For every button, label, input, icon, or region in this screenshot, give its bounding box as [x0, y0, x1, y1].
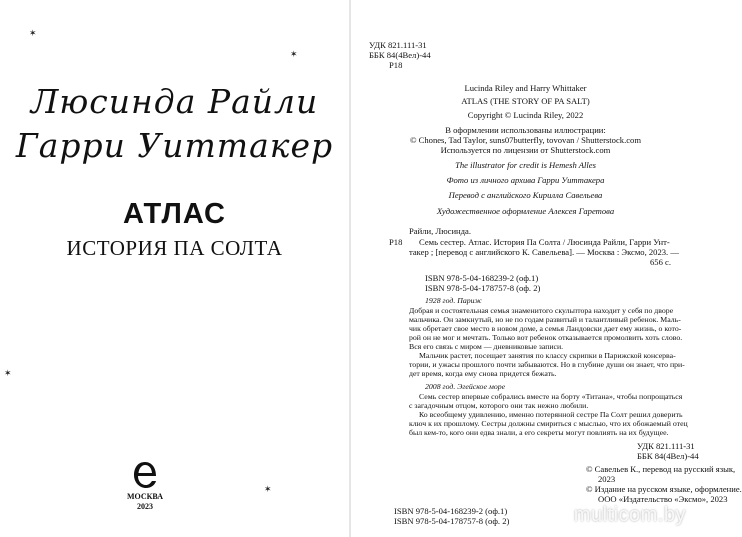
watermark: multicom.by [573, 504, 686, 526]
annotation-line: мальчика. Он замкнутый, но не по годам развитый и талантливый ребенок. Маль- [409, 315, 681, 324]
bibliographic-code: Р18 [389, 237, 403, 247]
author-name-1: Люсинда Райли [30, 82, 319, 121]
annotation-line: был кем-то, кого они едва знали, а его секреты могут повлиять на их будущее. [409, 428, 669, 437]
book-subtitle: ИСТОРИЯ ПА СОЛТА [66, 236, 283, 260]
isbn-bottom-2: ISBN 978-5-04-178757-8 (оф. 2) [394, 516, 510, 526]
star-decoration: ✶ [29, 29, 37, 39]
translation-credit: Перевод с английского Кирилла Савельева [448, 190, 603, 200]
annotation-line: ключ к их прошлому. Сестры должны смириться с мыслью, что их обожаемый отец [409, 419, 688, 428]
copyright-translation-year: 2023 [598, 474, 616, 484]
copyright-edition: © Издание на русском языке, оформление. [586, 484, 742, 494]
left-page [0, 0, 349, 537]
annotation-line: тории, и ужасы прошлого почти забываются. Но в глубине души он знает, что при- [409, 360, 685, 369]
bbk-code-bottom: ББК 84(4Вел)-44 [637, 451, 699, 461]
right-page [351, 0, 742, 537]
annotation-line: Ко всеобщему удивлению, именно потерянной сестре Па Солт решил доверить [419, 410, 683, 419]
illustrations-credits: © Chones, Tad Taylor, suns07butterfly, tovovan / Shutterstock.com [409, 135, 642, 145]
bibliographic-author: Райли, Люсинда. [409, 226, 471, 236]
annotation-line: Семь сестер впервые собрались вместе на борту «Титана», чтобы попрощаться [419, 392, 683, 401]
publication-year: 2023 [137, 502, 153, 511]
annotation-heading-2: 2008 год. Эгейское море [425, 382, 506, 391]
book-title: АТЛАС [122, 198, 226, 230]
annotation-line: дет время, когда ему снова придется бежать. [409, 369, 557, 378]
annotation-line: Вся его связь с миром — дневниковые записи. [409, 342, 564, 351]
photo-credit: Фото из личного архива Гарри Уиттакера [446, 175, 605, 185]
publisher-city [90, 492, 200, 512]
illustrations-heading: В оформлении использованы иллюстрации: [445, 125, 606, 135]
bbk-code-top: ББК 84(4Вел)-44 [369, 50, 431, 60]
annotation-line: чик обретает свое место в новом доме, а семья Ландовски дает ему жизнь, о кото- [409, 324, 682, 333]
annotation-line: с загадочным отцом, которого они так нежно любили. [409, 401, 589, 410]
isbn-line-1: ISBN 978-5-04-168239-2 (оф.1) [425, 273, 539, 283]
annotation-line: Добрая и состоятельная семья знаменитого скульптора находит у себя по дворе [409, 306, 674, 315]
city-name: МОСКВА [126, 492, 164, 501]
annotation-heading-1: 1928 год. Париж [425, 296, 482, 305]
original-authors: Lucinda Riley and Harry Whittaker [464, 83, 587, 93]
udk-code-bottom: УДК 821.111-31 [637, 441, 695, 451]
design-credit: Художественное оформление Алексея Гаретова [436, 206, 615, 216]
star-decoration: ✶ [290, 50, 298, 60]
isbn-line-2: ISBN 978-5-04-178757-8 (оф. 2) [425, 283, 541, 293]
author-code-top: Р18 [389, 60, 403, 70]
bibliographic-line-1: Семь сестер. Атлас. История Па Солта / Люсинда Райли, Гарри Унт- [419, 237, 670, 247]
copyright-line: Copyright © Lucinda Riley, 2022 [467, 110, 584, 120]
isbn-bottom-1: ISBN 978-5-04-168239-2 (оф.1) [394, 506, 508, 516]
annotation-line: Мальчик растет, посещает занятия по классу скрипки в Парижской консерва- [419, 351, 676, 360]
bibliographic-line-2: такер ; [перевод с английского К. Савельева]. — Москва : Эксмо, 2023. — [409, 247, 679, 257]
original-title: ATLAS (THE STORY OF PA SALT) [461, 96, 590, 106]
star-decoration: ✶ [4, 369, 12, 379]
publisher-logo-icon [132, 460, 158, 490]
author-name-2: Гарри Уиттакер [15, 126, 334, 165]
annotation-line: рой он не мог и мечтать. Только вот ребенок отказывается промолвить хоть слово. [409, 333, 683, 342]
udk-code-top: УДК 821.111-31 [369, 40, 427, 50]
illustrations-license: Используется по лицензии от Shutterstock.com [440, 145, 611, 155]
copyright-publisher: ООО «Издательство «Эксмо», 2023 [598, 494, 728, 504]
star-decoration: ✶ [264, 485, 272, 495]
copyright-translation: © Савельев К., перевод на русский язык, [586, 464, 736, 474]
illustrator-credit: The illustrator for credit is Hemesh Alles [455, 160, 596, 170]
bibliographic-line-3: 656 с. [650, 257, 672, 267]
